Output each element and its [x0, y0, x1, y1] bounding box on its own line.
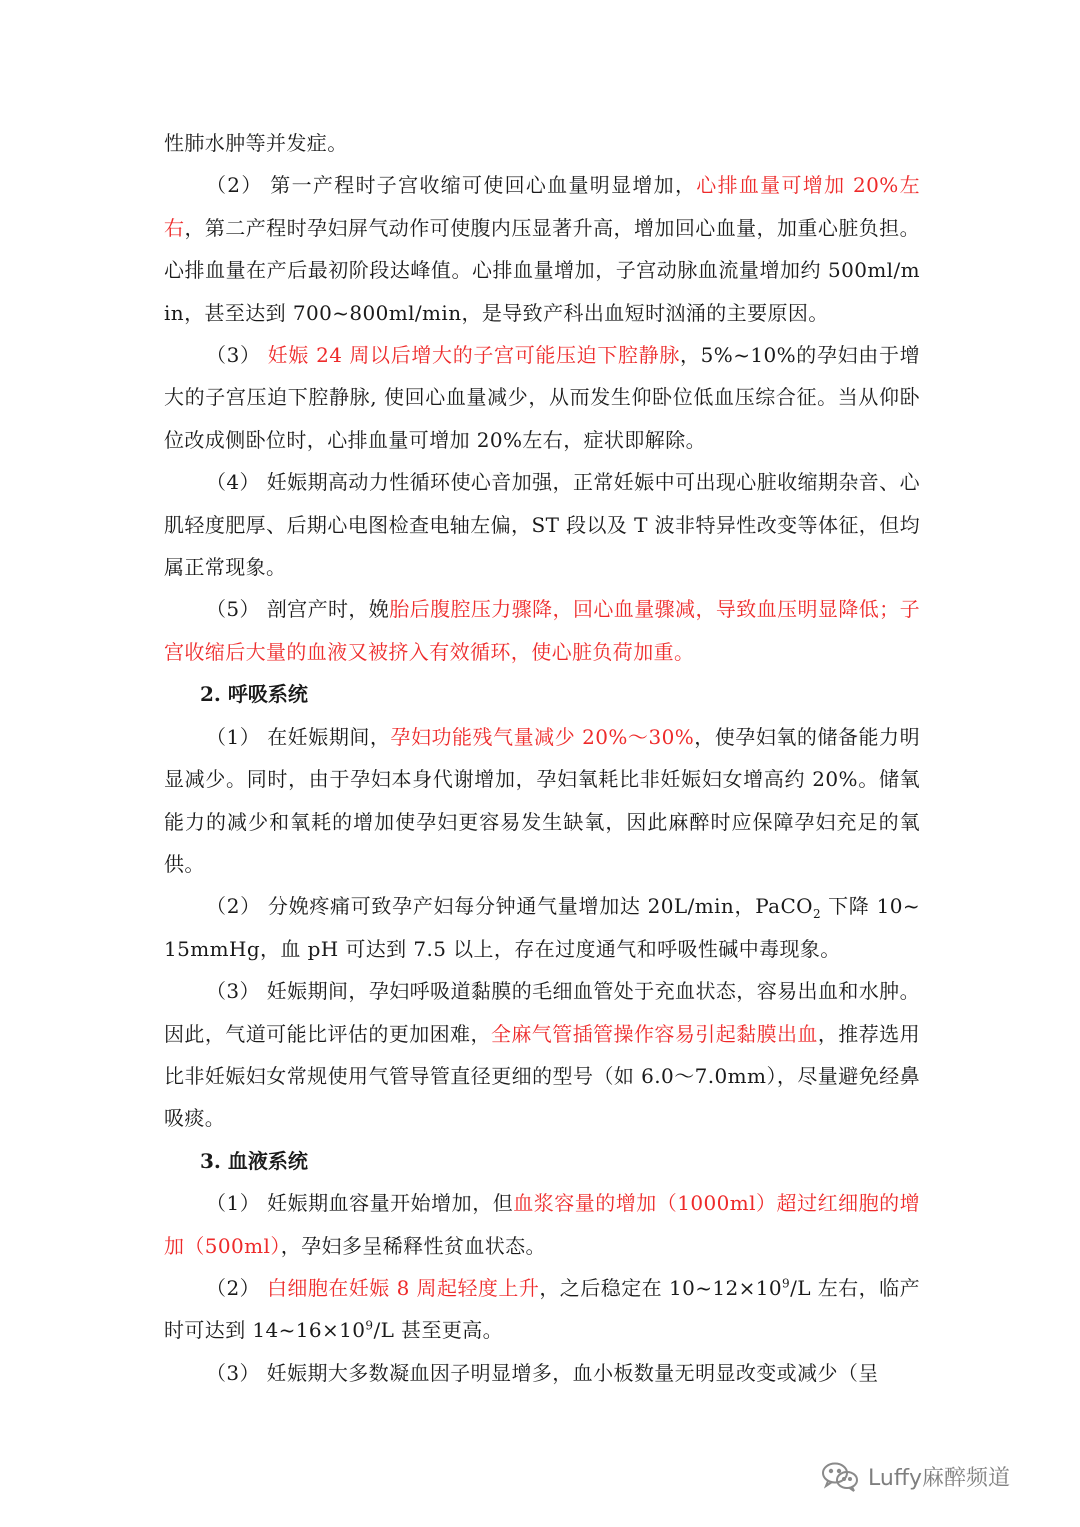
highlighted-text: 孕妇功能残气量减少 20%～30% — [390, 724, 695, 749]
highlighted-text: 血浆容量的增加（1000ml）超过红细胞的增加（500ml） — [164, 1191, 921, 1258]
highlighted-text: 心排血量可增加 20%左右 — [164, 173, 920, 240]
paragraph — [164, 122, 920, 164]
document-body — [164, 122, 920, 1394]
text-run: （3） 妊娠期间，孕妇呼吸道黏膜的毛细血管处于充血状态，容易出血和水肿。因此，气道可能比评估的更加困难， — [164, 979, 920, 1046]
highlighted-text: 白细胞在妊娠 8 周起轻度上升 — [266, 1275, 540, 1300]
text-run: ，5%~10%的孕妇由于增大的子宫压迫下腔静脉, 使回心血量减少，从而发生仰卧位低血压综合征。当从仰卧位改成侧卧位时，心排血量可增加 20%左右，症状即解除。 — [164, 343, 921, 452]
subscript: 2 — [812, 907, 822, 922]
text-run: ，第二产程时孕妇屏气动作可使腹内压显著升高，增加回心血量，加重心脏负担。心排血量在产后最初阶段达峰值。心排血量增加，子宫动脉血流量增加约 500ml/min，甚至达到 700~800ml/min，是导致产科出血短时汹涌的主要原因。 — [164, 215, 920, 325]
text-run: 性肺水肿等并发症。 — [164, 131, 348, 155]
paragraph — [164, 716, 920, 886]
paragraph — [164, 970, 920, 1140]
section-heading — [164, 673, 920, 715]
text-run: 3. 血液系统 — [200, 1148, 308, 1173]
paragraph — [164, 588, 920, 673]
text-run: /L 左右，临产时可达到 14~16×10 — [164, 1275, 920, 1343]
paragraph — [164, 1267, 920, 1352]
paragraph — [164, 461, 920, 588]
paragraph — [164, 1352, 920, 1394]
text-run: （2） 第一产程时子宫收缩可使回心血量明显增加， — [206, 173, 697, 198]
text-run: （2） — [206, 1275, 267, 1300]
text-run: （1） 在妊娠期间， — [206, 724, 391, 749]
text-run: ，使孕妇氧的储备能力明显减少。同时，由于孕妇本身代谢增加，孕妇氧耗比非妊娠妇女增高约 20%。储氧能力的减少和氧耗的增加使孕妇更容易发生缺氧，因此麻醉时应保障孕妇充足的氧供。 — [164, 724, 920, 876]
text-run: （2） 分娩疼痛可致孕产妇每分钟通气量增加达 20L/min，PaCO — [206, 894, 813, 919]
text-run: 2. 呼吸系统 — [200, 682, 308, 707]
highlighted-text: 全麻气管插管操作容易引起黏膜出血 — [490, 1021, 818, 1046]
paragraph — [164, 1182, 920, 1267]
paragraph — [164, 164, 920, 334]
paragraph — [164, 334, 920, 461]
text-run: （3） — [206, 343, 268, 368]
text-run: ，孕妇多呈稀释性贫血状态。 — [280, 1233, 546, 1258]
text-run: （1） 妊娠期血容量开始增加，但 — [206, 1191, 514, 1216]
text-run: ，之后稳定在 10~12×10 — [539, 1275, 783, 1300]
watermark-text: Luffy麻醉频道 — [868, 1465, 1010, 1491]
text-run: /L 甚至更高。 — [373, 1318, 504, 1343]
text-run: 下降 10~15mmHg，血 pH 可达到 7.5 以上，存在过度通气和呼吸性碱中毒现象。 — [164, 894, 920, 961]
text-run: （5） 剖宫产时，娩 — [206, 597, 390, 622]
superscript: 9 — [782, 1276, 791, 1291]
watermark — [820, 1456, 1010, 1496]
highlighted-text: 胎后腹腔压力骤降，回心血量骤减，导致血压明显降低；子宫收缩后大量的血液又被挤入有效循环，使心脏负荷加重。 — [164, 597, 920, 664]
superscript: 9 — [365, 1318, 374, 1333]
highlighted-text: 妊娠 24 周以后增大的子宫可能压迫下腔静脉 — [267, 343, 681, 368]
text-run: （3） 妊娠期大多数凝血因子明显增多，血小板数量无明显改变或减少（呈 — [206, 1360, 879, 1385]
section-heading — [164, 1140, 920, 1182]
wechat-icon — [820, 1460, 860, 1492]
text-run: ，推荐选用比非妊娠妇女常规使用气管导管直径更细的型号（如 6.0～7.0mm），尽量避免经鼻吸痰。 — [164, 1021, 921, 1131]
text-run: （4） 妊娠期高动力性循环使心音加强，正常妊娠中可出现心脏收缩期杂音、心肌轻度肥厚、后期心电图检查电轴左偏，ST 段以及 T 波非特异性改变等体征，但均属正常现象。 — [164, 470, 920, 580]
paragraph — [164, 885, 920, 970]
